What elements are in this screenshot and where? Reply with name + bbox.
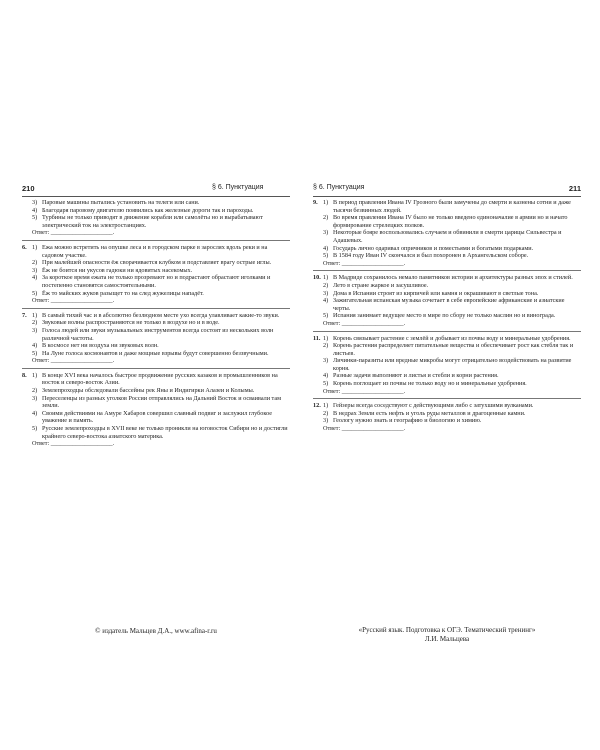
item-text: Землепроходцы обследовали бассейны рек Яны и Индигирки Алазеи и Колымы. [42,387,255,395]
item-number: 3) [323,229,329,237]
item-text: Гейзеры всегда соседствуют с действующими либо с затухшими вулканами. [333,402,534,410]
task-item [313,335,581,343]
item-text: Переселенцы из разных уголков России отправлялись на Дальний Восток и осваивали там земли. [42,394,282,410]
book-title: «Русский язык. Подготовка к ОГЭ. Тематический тренинг» [358,626,536,634]
item-text: Дома в Испании строят из кирпичей или камня и окрашивают в светлые тона. [333,289,539,297]
task-block [313,332,581,400]
task-item [313,417,581,425]
item-text: Ёж не боится ни укусов гадюки ни ядовитых насекомых. [42,266,193,274]
task-block [313,399,581,435]
item-text: Государь лично одаривал опричников и поместьями и богатыми подарками. [333,244,534,252]
task-item [22,327,290,342]
task-item [313,357,581,372]
answer-line: Ответ: ____________________. [32,297,115,305]
task-item [22,425,290,440]
item-number: 1) [323,199,329,206]
answer-line: Ответ: ____________________. [32,229,115,237]
item-number: 2) [32,387,38,395]
answer-line: Ответ: ____________________. [323,425,406,433]
task-item [313,290,581,298]
item-text: Благодаря паровому двигателю появились как железные дороги так и пароходы. [42,206,254,214]
item-number: 3) [32,199,38,206]
page-number: 211 [568,184,581,193]
item-number: 1) [323,274,329,282]
task-item [22,350,290,358]
book-author: Л.И. Мальцева [424,635,470,643]
item-text: Личинки-паразиты или вредные микробы могут отрицательно воздействовать на развитие корня. [333,357,572,372]
task-item [313,229,581,244]
right-page [313,183,581,436]
task-item [22,410,290,425]
task-number: 8. [22,371,27,379]
item-number: 2) [323,214,329,222]
task-block [22,369,290,451]
task-item [313,372,581,380]
task-item [313,282,581,290]
item-text: Геологу нужно знать и географию и биологию и химию. [333,417,482,425]
item-text: Во время правления Ивана IV было не только введено единоначалие в армии но и начато формирование стрелецких полков. [333,214,568,229]
item-number: 5) [32,289,38,297]
task-number: 12. [313,402,321,410]
item-text: В 1584 году Иван IV скончался и был похоронен в Архангельском соборе. [333,252,529,260]
task-item [313,312,581,320]
task-item [313,274,581,282]
task-number: 11. [313,334,321,342]
item-number: 4) [32,274,38,282]
item-number: 2) [323,342,329,350]
item-number: 4) [323,372,329,380]
task-item [22,319,290,327]
task-item [22,290,290,298]
item-number: 1) [32,311,38,319]
task-item [313,245,581,253]
task-number: 9. [313,199,318,206]
item-text: В период правления Ивана IV Грозного были замучены до смерти и казнены сотни и даже тысячи безвинных людей. [333,199,571,214]
item-number: 2) [32,319,38,327]
right-page-footer [313,626,581,644]
task-item [313,214,581,229]
task-item [313,297,581,312]
item-text: Некоторые бояре воспользовались случаем и обвинили в смерти царицы Сильвестра и Адашевых. [333,229,562,244]
item-text: Голоса людей или звуки музыкальных инструментов всегда состоят из нескольких волн различной частоты. [42,326,274,342]
item-text: При малейшей опасности ёж сворачивается клубком и подставляет врагу острые иглы. [42,259,272,267]
item-number: 2) [323,409,329,417]
item-text: Русские землепроходцы в XVII веке не только проникли на юговосток Сибири но и достигли крайнего северо-востока азиатского материка. [42,425,288,440]
item-number: 3) [32,326,38,334]
task-number: 7. [22,311,27,319]
item-number: 5) [32,425,38,433]
item-number: 4) [32,342,38,350]
item-text: В конце XVI века началось быстрое продвижение русских казаков и промышленников на восток и северо-восток Азии. [42,371,278,387]
task-item [313,410,581,418]
item-text: В недрах Земли есть нефть и уголь руды металлов и драгоценные камни. [333,409,526,417]
left-page-header [22,183,290,197]
item-number: 4) [32,206,38,214]
task-item [22,259,290,267]
task-item [22,267,290,275]
item-number: 1) [32,371,38,379]
section-title: § 6. Пунктуация [212,184,264,191]
item-text: Лето в стране жаркое и засушливое. [333,281,429,289]
item-number: 5) [32,214,38,222]
answer-line: Ответ: ____________________. [32,440,115,448]
answer-line: Ответ: ____________________. [323,387,406,395]
item-number: 4) [32,409,38,417]
item-text: Турбины не только приводят в движение корабли или самолёты но и вырабатывают электрический ток на электростанциях. [42,214,263,229]
item-text: Разные задачи выполняют и листья и стебли и корни растения. [333,372,499,380]
item-text: За короткое время ежата не только прозревают но и подрастают обрастают иголками и постепенно становятся самостоятельными. [42,274,271,289]
task-item [313,380,581,388]
item-text: Звуковые волны распространяются не только в воздухе но и в воде. [42,319,220,327]
item-text: Корень растения распределяет питательные вещества и обеспечивает рост как стебля так и листьев. [333,342,574,357]
right-page-body [313,197,581,436]
item-text: В Мадриде сохранилось немало памятников истории и архитектуры разных эпох и стилей. [333,274,573,282]
item-number: 3) [323,417,329,425]
task-item [22,312,290,320]
right-page-header [313,183,581,197]
task-number: 6. [22,243,27,251]
task-item [22,207,290,215]
item-text: Ежа можно встретить на опушке леса и в городском парке в зарослях вдоль реки и на садовом участке. [42,243,268,259]
item-number: 3) [323,357,329,365]
answer-line: Ответ: ____________________. [323,259,406,267]
task-block [22,309,290,369]
item-number: 1) [323,402,329,410]
item-number: 5) [323,252,329,260]
item-number: 2) [32,259,38,267]
item-number: 2) [323,281,329,289]
task-item [22,372,290,387]
task-item [22,387,290,395]
item-number: 4) [323,297,329,305]
left-page-footer: © издатель Мальцев Д.А., www.afina-r.ru [95,627,217,635]
item-text: Испания занимает ведущее место в мире по сбору не только маслин но и винограда. [333,312,556,320]
task-item [313,252,581,260]
item-number: 4) [323,244,329,252]
item-number: 1) [323,334,329,342]
task-item [22,342,290,350]
task-item [22,395,290,410]
section-title: § 6. Пунктуация [313,184,365,191]
item-text: В космосе нет ни воздуха ни звуковых волн. [42,342,159,350]
task-item [22,274,290,289]
answer-line: Ответ: ____________________. [32,357,115,365]
item-text: На Луне голоса космонавтов и даже мощные взрывы будут совершенно беззвучными. [42,349,269,357]
item-number: 3) [323,289,329,297]
task-item [313,199,581,214]
task-item [22,199,290,207]
task-item [313,342,581,357]
item-text: Своими действиями на Амуре Хабаров совершил славный подвиг и заслужил глубокое уважение и память. [42,409,273,425]
page-number: 210 [22,184,35,193]
item-number: 3) [32,266,38,274]
task-block [22,241,290,309]
left-page-body [22,197,290,451]
item-text: Корень связывает растение с землёй и добывает из почвы воду и минеральные удобрения. [333,334,571,342]
task-block [22,197,290,241]
task-block [313,197,581,271]
task-item [22,244,290,259]
item-text: Зажигательная испанская музыка сочетает в себе европейские африканские и азиатские черты. [333,297,565,312]
item-text: Ёж то майских жуков разыщет то на след жужелицы нападёт. [42,289,204,297]
item-number: 5) [323,312,329,320]
task-item [313,402,581,410]
left-page [22,183,290,451]
item-number: 5) [32,349,38,357]
item-text: В самый тихий час и в абсолютно безлюдном месте ухо всегда улавливает какие-то звуки. [42,311,280,319]
item-text: Корень поглощает из почвы не только воду но и минеральные удобрения. [333,380,527,388]
answer-line: Ответ: ____________________. [323,319,406,327]
item-number: 5) [323,380,329,388]
task-item [22,214,290,229]
item-text: Паровые машины пытались установить на телеги или сани. [42,199,200,206]
task-number: 10. [313,274,321,282]
item-number: 3) [32,394,38,402]
item-number: 1) [32,243,38,251]
task-block [313,271,581,331]
